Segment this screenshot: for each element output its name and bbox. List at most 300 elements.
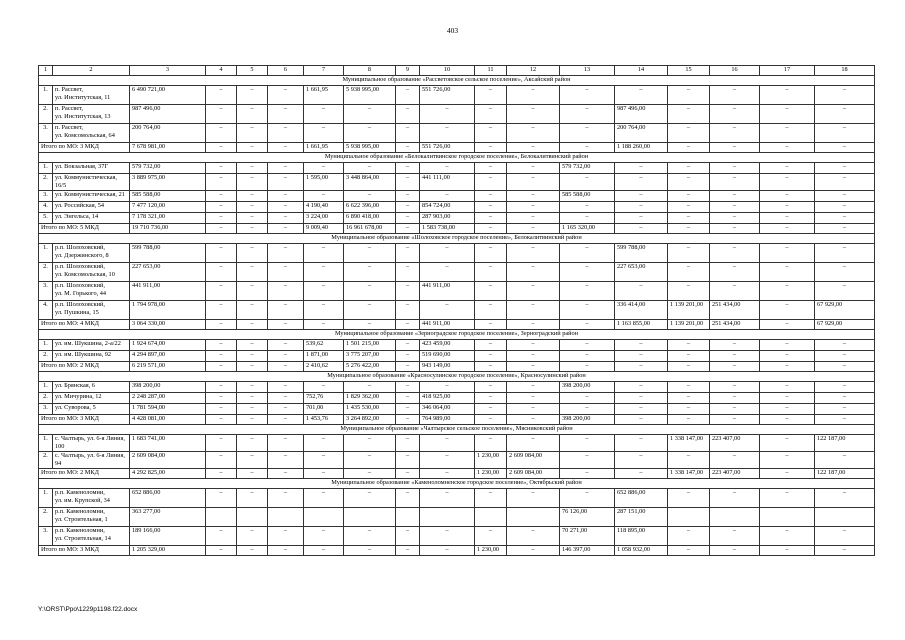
table-cell: – <box>268 452 304 469</box>
table-cell: – <box>237 213 268 224</box>
total-cell: – <box>710 143 760 153</box>
total-cost-cell: 6 490 721,00 <box>130 86 206 105</box>
section-title-row <box>39 234 875 244</box>
table-cell: – <box>475 282 507 301</box>
table-cell: 418 925,00 <box>420 393 475 404</box>
table-cell: – <box>507 382 560 393</box>
table-cell: – <box>237 191 268 202</box>
table-row <box>39 174 875 191</box>
total-cell: – <box>507 415 560 425</box>
total-cell: – <box>507 143 560 153</box>
table-cell: – <box>507 202 560 213</box>
table-cell: – <box>344 527 396 546</box>
total-cost-cell: 7 477 120,00 <box>130 202 206 213</box>
table-cell: – <box>710 351 760 362</box>
total-cell: – <box>237 143 268 153</box>
total-cell: – <box>396 224 420 234</box>
table-row <box>39 105 875 124</box>
column-number: 13 <box>560 66 615 76</box>
table-cell: – <box>344 301 396 320</box>
table-cell: – <box>760 105 815 124</box>
total-label: Итого по МО: 2 МКД <box>39 362 130 372</box>
table-cell: 987 496,00 <box>615 105 668 124</box>
total-cell: 7 678 981,00 <box>130 143 206 153</box>
total-cell: – <box>760 415 815 425</box>
table-cell: – <box>268 489 304 508</box>
table-row <box>39 202 875 213</box>
table-cell: – <box>710 452 760 469</box>
table-cell: – <box>206 202 237 213</box>
table-cell: – <box>475 527 507 546</box>
total-cell: – <box>237 469 268 479</box>
table-cell: – <box>507 163 560 174</box>
column-number: 6 <box>268 66 304 76</box>
table-cell: – <box>475 351 507 362</box>
total-cell: 1 230,00 <box>475 546 507 556</box>
table-cell: – <box>615 86 668 105</box>
table-cell: – <box>760 86 815 105</box>
table-cell: – <box>396 393 420 404</box>
column-number: 18 <box>815 66 875 76</box>
total-cost-cell: 2 609 084,00 <box>130 452 206 469</box>
table-cell: – <box>507 244 560 263</box>
table-cell <box>668 508 710 527</box>
table-cell: – <box>760 202 815 213</box>
table-cell: – <box>615 202 668 213</box>
table-cell: – <box>420 382 475 393</box>
total-cell: 1 163 855,00 <box>615 320 668 330</box>
row-number: 2. <box>39 393 53 404</box>
table-cell: – <box>475 382 507 393</box>
table-cell: – <box>615 191 668 202</box>
table-cell: – <box>304 452 344 469</box>
total-row <box>39 546 875 556</box>
table-cell: – <box>815 282 875 301</box>
table-cell: – <box>206 382 237 393</box>
table-cell: – <box>815 174 875 191</box>
column-number: 10 <box>420 66 475 76</box>
table-cell: 752,76 <box>304 393 344 404</box>
table-cell: – <box>710 213 760 224</box>
total-cell: 5 938 995,00 <box>344 143 396 153</box>
table-cell: – <box>710 174 760 191</box>
table-cell: – <box>206 435 237 452</box>
table-cell: – <box>268 213 304 224</box>
address-cell: р.п. Шолоховский, ул. Дзержинского, 8 <box>53 244 130 263</box>
table-cell: 3 224,00 <box>304 213 344 224</box>
total-cell: – <box>268 415 304 425</box>
address-cell: р.п. Каменоломни, ул. им. Крупской, 34 <box>53 489 130 508</box>
row-number: 2. <box>39 508 53 527</box>
total-cell: – <box>237 362 268 372</box>
section-title-row <box>39 76 875 86</box>
table-cell: – <box>396 105 420 124</box>
total-label: Итого по МО: 2 МКД <box>39 469 130 479</box>
total-cost-cell: 398 200,00 <box>130 382 206 393</box>
table-cell: 585 588,00 <box>560 191 615 202</box>
table-cell: 251 434,00 <box>710 301 760 320</box>
table-cell: – <box>268 382 304 393</box>
table-cell: 701,00 <box>304 404 344 415</box>
table-cell: – <box>420 489 475 508</box>
row-number: 3. <box>39 527 53 546</box>
housing-table <box>38 65 875 556</box>
table-cell: – <box>420 124 475 143</box>
table-cell: – <box>507 340 560 351</box>
table-cell: 1 595,00 <box>304 174 344 191</box>
row-number: 3. <box>39 404 53 415</box>
total-cell: – <box>475 224 507 234</box>
table-cell: – <box>615 163 668 174</box>
total-cell: – <box>475 415 507 425</box>
table-cell: 1 230,00 <box>475 452 507 469</box>
total-cell: – <box>475 362 507 372</box>
table-cell: 441 111,00 <box>420 174 475 191</box>
section-title-row <box>39 153 875 163</box>
table-cell: – <box>396 263 420 282</box>
table-cell: 70 271,00 <box>560 527 615 546</box>
section-title-row <box>39 330 875 340</box>
table-cell: – <box>815 489 875 508</box>
total-cell: – <box>344 469 396 479</box>
table-cell: – <box>396 244 420 263</box>
total-cell: 223 407,00 <box>710 469 760 479</box>
table-cell: – <box>710 489 760 508</box>
table-cell: – <box>268 124 304 143</box>
total-cell: 3 264 892,00 <box>344 415 396 425</box>
total-cost-cell: 1 781 594,00 <box>130 404 206 415</box>
table-cell: 1 661,95 <box>304 86 344 105</box>
table-cell: – <box>710 163 760 174</box>
table-cell <box>268 508 304 527</box>
total-cell: – <box>760 224 815 234</box>
total-row <box>39 469 875 479</box>
table-cell: – <box>668 213 710 224</box>
table-cell: – <box>420 105 475 124</box>
table-row <box>39 382 875 393</box>
table-row <box>39 527 875 546</box>
table-cell: 4 190,40 <box>304 202 344 213</box>
table-cell <box>206 508 237 527</box>
table-cell: – <box>668 340 710 351</box>
table-cell: – <box>304 382 344 393</box>
table-cell: – <box>304 263 344 282</box>
table-cell: – <box>206 282 237 301</box>
table-row <box>39 86 875 105</box>
table-cell: – <box>668 86 710 105</box>
table-cell: – <box>507 527 560 546</box>
table-cell: – <box>475 213 507 224</box>
total-cell: 1 139 201,00 <box>668 320 710 330</box>
total-cost-cell: 3 889 975,00 <box>130 174 206 191</box>
table-cell: – <box>268 301 304 320</box>
address-cell: р.п. Каменоломни, ул. Строительная, 1 <box>53 508 130 527</box>
table-cell: – <box>560 124 615 143</box>
table-cell: – <box>420 191 475 202</box>
total-cell: – <box>344 546 396 556</box>
table-cell: – <box>206 527 237 546</box>
table-cell: – <box>268 244 304 263</box>
table-row <box>39 508 875 527</box>
total-cell: – <box>206 224 237 234</box>
table-cell: – <box>760 244 815 263</box>
total-cell: – <box>815 143 875 153</box>
table-cell: – <box>475 301 507 320</box>
table-row <box>39 393 875 404</box>
table-cell <box>760 508 815 527</box>
table-cell: – <box>560 213 615 224</box>
total-cell: – <box>396 143 420 153</box>
table-cell: – <box>760 382 815 393</box>
section-title: Муниципальное образование «Зерноградское городское поселение», Зерноградский район <box>39 330 875 340</box>
total-cell: 943 149,00 <box>420 362 475 372</box>
table-cell: – <box>237 351 268 362</box>
table-cell: – <box>560 435 615 452</box>
total-cell: 398 200,00 <box>560 415 615 425</box>
table-cell: – <box>268 351 304 362</box>
table-cell: – <box>815 404 875 415</box>
table-cell: 519 690,00 <box>420 351 475 362</box>
address-cell: п. Рассвет, ул. Институтская, 11 <box>53 86 130 105</box>
table-cell: – <box>560 105 615 124</box>
table-cell: 854 724,00 <box>420 202 475 213</box>
table-cell: – <box>304 124 344 143</box>
total-cell: 5 276 422,00 <box>344 362 396 372</box>
address-cell: ул. Российская, 54 <box>53 202 130 213</box>
table-cell: – <box>710 244 760 263</box>
table-cell: – <box>396 452 420 469</box>
table-cell: 2 609 084,00 <box>507 452 560 469</box>
table-cell: – <box>420 263 475 282</box>
table-cell: – <box>344 435 396 452</box>
table-cell: – <box>760 351 815 362</box>
row-number: 1. <box>39 435 53 452</box>
table-cell: – <box>237 382 268 393</box>
total-cell: – <box>815 546 875 556</box>
total-cell: – <box>420 546 475 556</box>
total-cell: – <box>615 362 668 372</box>
table-cell: – <box>507 489 560 508</box>
table-cell: – <box>815 105 875 124</box>
table-row <box>39 191 875 202</box>
table-cell: – <box>396 301 420 320</box>
total-cell: – <box>268 362 304 372</box>
table-cell <box>710 508 760 527</box>
section-title: Муниципальное образование «Чалтырское сельское поселение», Мясниковский район <box>39 425 875 435</box>
row-number: 3. <box>39 191 53 202</box>
table-cell: – <box>396 489 420 508</box>
row-number: 1. <box>39 86 53 105</box>
table-cell: – <box>668 191 710 202</box>
table-cell: – <box>237 202 268 213</box>
total-cell: – <box>475 320 507 330</box>
row-number: 2. <box>39 351 53 362</box>
total-cell: 9 009,40 <box>304 224 344 234</box>
table-cell: – <box>507 393 560 404</box>
table-cell: – <box>615 452 668 469</box>
table-cell: 118 895,00 <box>615 527 668 546</box>
table-cell: – <box>560 244 615 263</box>
table-cell: – <box>344 382 396 393</box>
table-cell: 539,62 <box>304 340 344 351</box>
table-cell: – <box>344 489 396 508</box>
table-cell: – <box>668 452 710 469</box>
total-cell: – <box>268 469 304 479</box>
table-cell: – <box>268 191 304 202</box>
address-cell: ул. им. Шукшина, 2-а/22 <box>53 340 130 351</box>
total-cell: – <box>396 362 420 372</box>
table-cell: – <box>710 263 760 282</box>
table-cell: – <box>760 301 815 320</box>
table-cell: – <box>475 435 507 452</box>
table-cell: – <box>815 191 875 202</box>
table-cell <box>237 508 268 527</box>
total-cell: – <box>206 143 237 153</box>
table-cell: – <box>507 301 560 320</box>
table-cell: – <box>237 435 268 452</box>
table-cell: – <box>615 435 668 452</box>
table-cell: – <box>237 340 268 351</box>
table-row <box>39 282 875 301</box>
table-cell: 336 414,00 <box>615 301 668 320</box>
total-cell: – <box>507 320 560 330</box>
table-cell: – <box>815 452 875 469</box>
total-cell: – <box>760 546 815 556</box>
table-cell: – <box>396 191 420 202</box>
total-cell: – <box>760 143 815 153</box>
total-cell: – <box>710 224 760 234</box>
table-cell: – <box>615 282 668 301</box>
table-cell: – <box>268 340 304 351</box>
total-cell: – <box>560 320 615 330</box>
table-cell: – <box>237 174 268 191</box>
table-cell: – <box>304 489 344 508</box>
table-cell: – <box>507 404 560 415</box>
table-cell: – <box>710 202 760 213</box>
table-cell: – <box>475 404 507 415</box>
total-cell: – <box>304 320 344 330</box>
total-cell: – <box>760 362 815 372</box>
total-cost-cell: 579 732,00 <box>130 163 206 174</box>
table-cell: – <box>760 393 815 404</box>
table-cell: – <box>304 527 344 546</box>
table-cell: – <box>396 340 420 351</box>
table-cell: – <box>344 244 396 263</box>
table-cell: – <box>304 191 344 202</box>
table-cell: 200 764,00 <box>615 124 668 143</box>
section-title: Муниципальное образование «Шолоховское городское поселение», Белокалитвинский район <box>39 234 875 244</box>
total-cell: – <box>560 362 615 372</box>
table-cell: – <box>344 163 396 174</box>
column-number: 9 <box>396 66 420 76</box>
total-row <box>39 415 875 425</box>
total-cost-cell: 7 178 321,00 <box>130 213 206 224</box>
table-row <box>39 213 875 224</box>
column-number: 17 <box>760 66 815 76</box>
total-cell: 1 661,95 <box>304 143 344 153</box>
total-cost-cell: 441 911,00 <box>130 282 206 301</box>
table-cell: – <box>560 489 615 508</box>
total-cell: 1 165 320,00 <box>560 224 615 234</box>
total-cell: – <box>475 143 507 153</box>
section-title-row <box>39 372 875 382</box>
table-cell: – <box>668 202 710 213</box>
total-cell: 1 338 147,00 <box>668 469 710 479</box>
table-cell: – <box>206 213 237 224</box>
table-cell: 398 200,00 <box>560 382 615 393</box>
table-cell: – <box>507 263 560 282</box>
table-cell: – <box>760 124 815 143</box>
table-cell: – <box>668 124 710 143</box>
table-cell: 6 622 396,00 <box>344 202 396 213</box>
table-cell: – <box>815 527 875 546</box>
total-cell: – <box>615 469 668 479</box>
table-cell: – <box>815 351 875 362</box>
row-number: 3. <box>39 124 53 143</box>
table-cell: – <box>615 404 668 415</box>
address-cell: р.п. Каменоломни, ул. Строительная, 14 <box>53 527 130 546</box>
table-cell <box>344 508 396 527</box>
total-cell: – <box>206 362 237 372</box>
total-cell: – <box>668 362 710 372</box>
total-cell: 1 453,76 <box>304 415 344 425</box>
address-cell: ул. им. Шукшина, 92 <box>53 351 130 362</box>
row-number: 1. <box>39 489 53 508</box>
table-row <box>39 351 875 362</box>
table-row <box>39 244 875 263</box>
column-number: 7 <box>304 66 344 76</box>
total-cell: 1 188 260,00 <box>615 143 668 153</box>
total-cell: – <box>815 224 875 234</box>
table-cell: – <box>760 163 815 174</box>
table-cell: – <box>560 351 615 362</box>
table-cell: 5 938 995,00 <box>344 86 396 105</box>
table-cell: 652 886,00 <box>615 489 668 508</box>
total-label: Итого по МО: 5 МКД <box>39 224 130 234</box>
address-cell: ул. Энгельса, 14 <box>53 213 130 224</box>
table-cell: – <box>344 124 396 143</box>
table-cell: – <box>206 191 237 202</box>
table-cell: – <box>560 263 615 282</box>
table-cell: – <box>268 86 304 105</box>
total-cell: 1 058 932,00 <box>615 546 668 556</box>
total-cell: 4 428 081,00 <box>130 415 206 425</box>
address-cell: п. Рассвет, ул. Институтская, 13 <box>53 105 130 124</box>
table-cell: – <box>760 435 815 452</box>
table-cell: – <box>237 452 268 469</box>
table-cell: 287 151,00 <box>615 508 668 527</box>
table-cell: – <box>475 340 507 351</box>
table-cell: – <box>420 452 475 469</box>
total-cell: 146 397,00 <box>560 546 615 556</box>
table-cell: – <box>668 527 710 546</box>
table-cell: – <box>560 301 615 320</box>
table-cell: – <box>396 435 420 452</box>
table-cell: – <box>206 244 237 263</box>
table-cell: – <box>560 282 615 301</box>
table-cell: – <box>344 282 396 301</box>
table-cell: – <box>304 282 344 301</box>
table-cell: – <box>206 174 237 191</box>
table-cell: – <box>396 174 420 191</box>
table-row <box>39 404 875 415</box>
table-cell: 6 890 418,00 <box>344 213 396 224</box>
total-cell: 67 929,00 <box>815 320 875 330</box>
table-cell: – <box>815 244 875 263</box>
total-cell: – <box>507 362 560 372</box>
table-cell: – <box>760 340 815 351</box>
table-cell: – <box>237 124 268 143</box>
